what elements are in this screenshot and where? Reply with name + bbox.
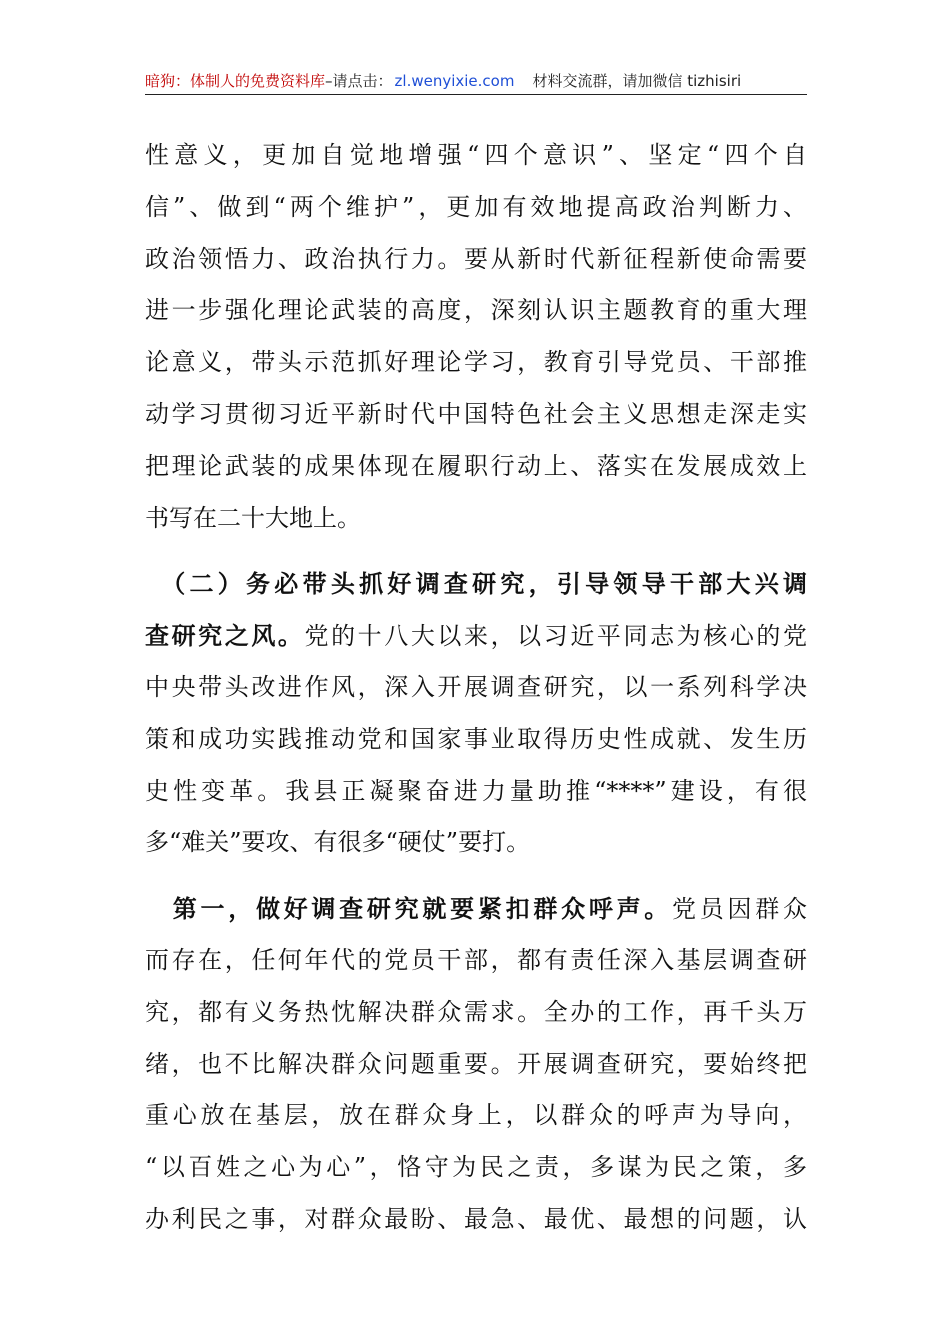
text-line: 进一步强化理论武装的高度，深刻认识主题教育的重大理 <box>145 296 807 325</box>
header-link[interactable]: zl.wenyixie.com <box>394 72 515 90</box>
text-line: 绪，也不比解决群众问题重要。开展调查研究，要始终把 <box>145 1049 807 1078</box>
page-header <box>145 70 805 91</box>
header-prompt: –请点击： <box>325 72 393 90</box>
paragraph-3 <box>145 883 807 1246</box>
text-line: 多“难关”要攻、有很多“硬仗”要打。 <box>145 828 531 857</box>
text-line: 重心放在基层，放在群众身上，以群众的呼声为导向， <box>145 1101 807 1130</box>
text-line: 而存在，任何年代的党员干部，都有责任深入基层调查研 <box>145 945 807 974</box>
text-line: 办利民之事，对群众最盼、最急、最优、最想的问题，认 <box>145 1204 807 1233</box>
document-body <box>145 130 807 1246</box>
text-line: 查研究之风。党的十八大以来，以习近平同志为核心的党 <box>145 621 807 651</box>
header-divider <box>145 94 807 95</box>
header-contact: 材料交流群，请加微信 tizhisiri <box>532 72 742 90</box>
text-line: 策和成功实践推动党和国家事业取得历史性成就、发生历 <box>145 724 807 753</box>
text-line: 信”、做到“两个维护”，更加有效地提高政治判断力、 <box>145 192 807 221</box>
text-line: 书写在二十大地上。 <box>145 503 361 532</box>
text-line: “以百姓之心为心”，恪守为民之责，多谋为民之策，多 <box>145 1153 807 1182</box>
text-line: 政治领悟力、政治执行力。要从新时代新征程新使命需要 <box>145 244 807 273</box>
section-heading: （二）务必带头抓好调查研究，引导领导干部大兴调 <box>145 569 807 599</box>
sub-heading: 第一，做好调查研究就要紧扣群众呼声。 <box>145 894 673 924</box>
text-line: 究，都有义务热忱解决群众需求。全办的工作，再千头万 <box>145 997 807 1026</box>
text-line: 动学习贯彻习近平新时代中国特色社会主义思想走深走实 <box>145 399 807 428</box>
header-brand: 暗狗：体制人的免费资料库 <box>145 72 326 90</box>
text-line: 性意义，更加自觉地增强“四个意识”、坚定“四个自 <box>145 141 807 169</box>
text-line <box>145 558 807 610</box>
text-line: 史性变革。我县正凝聚奋进力量助推“****”建设，有很 <box>145 776 807 805</box>
paragraph-2 <box>145 558 807 869</box>
text-line: 论意义，带头示范抓好理论学习，教育引导党员、干部推 <box>145 348 807 377</box>
text-line: 第一，做好调查研究就要紧扣群众呼声。党员因群众 <box>145 894 807 924</box>
section-heading: 查研究之风。 <box>145 621 305 651</box>
text-line: 把理论武装的成果体现在履职行动上、落实在发展成效上 <box>145 451 807 480</box>
paragraph-1 <box>145 130 807 544</box>
text-line: 中央带头改进作风，深入开展调查研究，以一系列科学决 <box>145 672 807 701</box>
